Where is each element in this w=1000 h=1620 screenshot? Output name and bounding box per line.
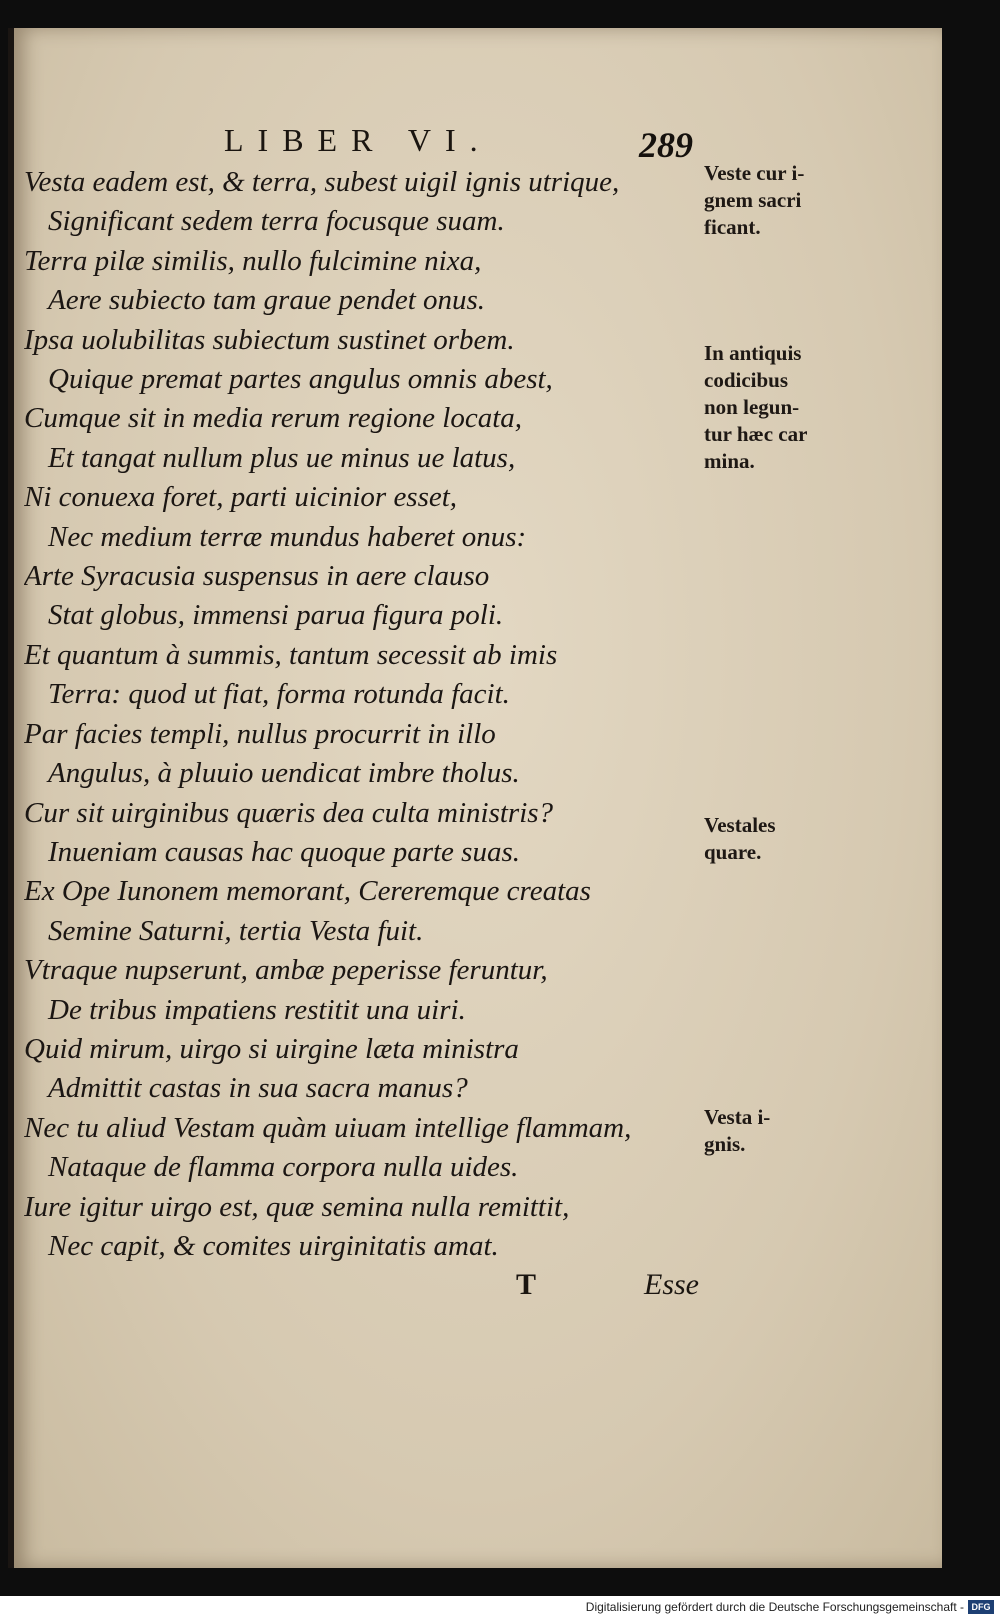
running-title: LIBER VI.: [224, 122, 492, 158]
marginal-note: In antiquis codicibus non legun- tur hæc car mina.: [704, 341, 808, 473]
verse-line: Ex Ope Iunonem memorant, Cereremque creatas: [24, 875, 591, 908]
marginal-note: Vestales quare.: [704, 813, 776, 864]
verse-line: Nataque de flamma corpora nulla uides.: [48, 1151, 519, 1184]
verse-line: Nec medium terræ mundus haberet onus:: [48, 520, 527, 553]
verse-line: De tribus impatiens restitit una uiri.: [48, 993, 466, 1026]
book-page: [8, 28, 942, 1568]
verse-line: Ni conuexa foret, parti uicinior esset,: [24, 481, 458, 514]
verse-line: Vtraque nupserunt, ambæ peperisse feruntur,: [24, 954, 548, 987]
verse-line: Et tangat nullum plus ue minus ue latus,: [48, 441, 516, 474]
page-number: 289: [639, 125, 693, 165]
verse-line: Admittit castas in sua sacra manus?: [48, 1072, 468, 1105]
verse-line: Ipsa uolubilitas subiectum sustinet orbem.: [24, 323, 515, 356]
verse-line: Nec capit, & comites uirginitatis amat.: [48, 1229, 499, 1262]
verse-line: Vesta eadem est, & terra, subest uigil ignis utrique,: [24, 166, 620, 198]
footer-bar: [0, 1596, 1000, 1620]
verse-line: Quique premat partes angulus omnis abest,: [48, 363, 553, 396]
funding-credit: Digitalisierung gefördert durch die Deutsche Forschungsgemeinschaft -: [585, 1600, 964, 1614]
verse-line: Arte Syracusia suspensus in aere clauso: [24, 560, 490, 593]
verse-list: [24, 163, 684, 1266]
verse-line: Cumque sit in media rerum regione locata,: [24, 402, 523, 435]
verse-line: Significant sedem terra focusque suam.: [48, 205, 505, 238]
verse-line: Semine Saturni, tertia Vesta fuit.: [48, 914, 424, 947]
verse-line: Terra pilæ similis, nullo fulcimine nixa,: [24, 244, 482, 277]
verse-line: Terra: quod ut fiat, forma rotunda facit.: [48, 678, 510, 711]
verse-line: Inueniam causas hac quoque parte suas.: [48, 835, 521, 868]
verse-line: Cur sit uirginibus quæris dea culta ministris?: [24, 796, 554, 829]
catchword: Esse: [644, 1268, 699, 1301]
verse-line: Stat globus, immensi parua figura poli.: [48, 599, 504, 632]
verse-line: Et quantum à summis, tantum secessit ab imis: [24, 638, 558, 671]
marginal-note: Vesta i- gnis.: [704, 1105, 771, 1156]
verse-line: Aere subiecto tam graue pendet onus.: [48, 284, 486, 317]
marginal-note: Veste cur i- gnem sacri ficant.: [704, 161, 805, 239]
verse-line: Iure igitur uirgo est, quæ semina nulla remittit,: [24, 1190, 570, 1223]
verse-line: Angulus, à pluuio uendicat imbre tholus.: [48, 757, 520, 790]
signature-mark: T: [516, 1268, 537, 1301]
verse-line: Quid mirum, uirgo si uirgine læta ministra: [24, 1032, 519, 1065]
dfg-logo-icon: DFG: [968, 1600, 994, 1614]
verse-line: Nec tu aliud Vestam quàm uiuam intellige flammam,: [24, 1111, 632, 1144]
verse-line: Par facies templi, nullus procurrit in illo: [24, 717, 496, 750]
